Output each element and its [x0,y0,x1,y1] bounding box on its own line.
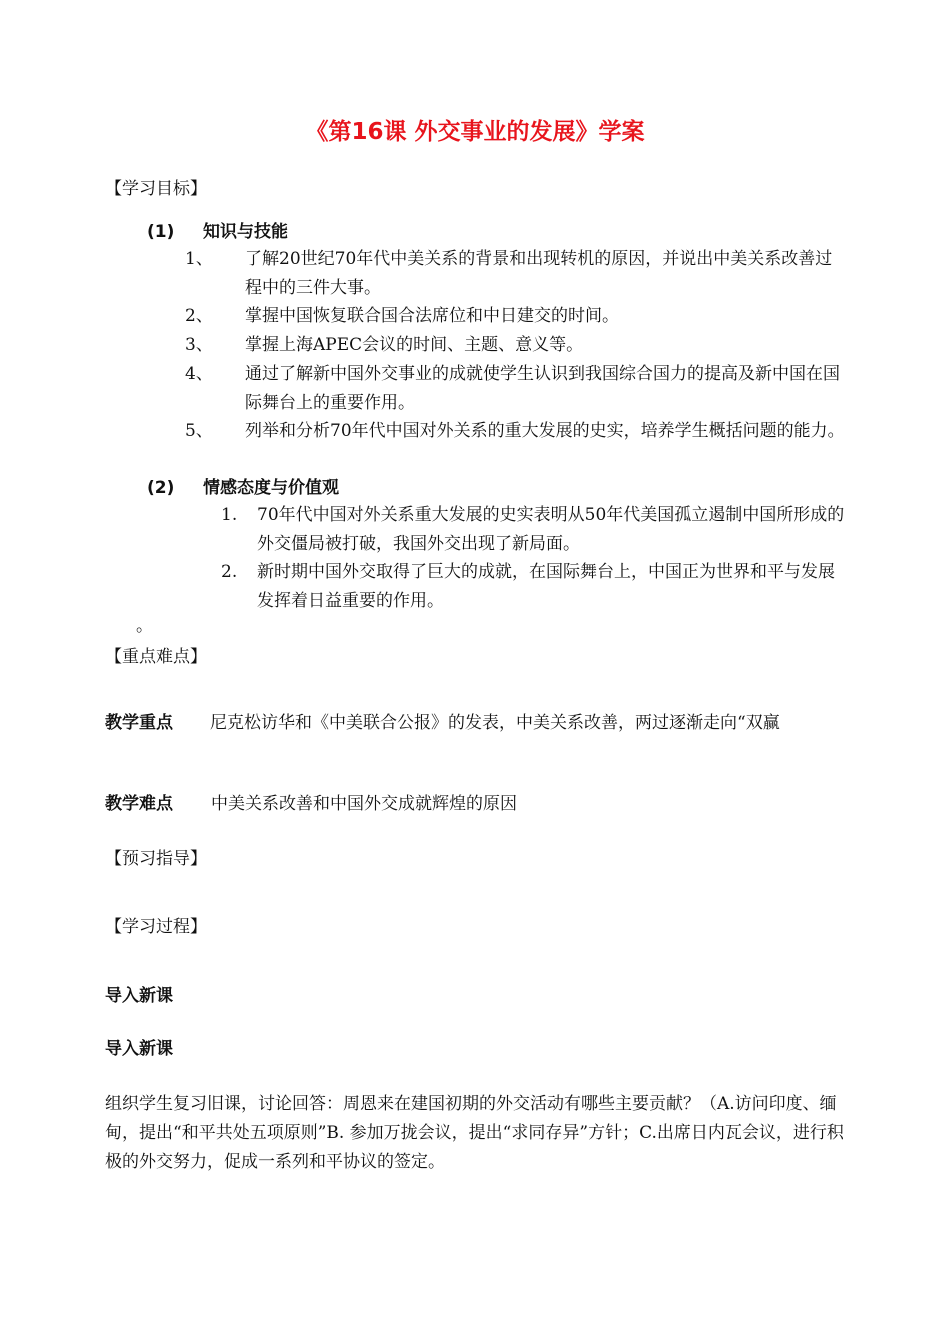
objectives-heading: 【学习目标】 [105,179,207,199]
part1-item-2-number: 2、 [185,306,213,326]
part1-item-1-text: 了解20世纪70年代中美关系的背景和出现转机的原因，并说出中美关系改善过程中的三件大事。 [245,249,833,298]
preview-heading: 【预习指导】 [105,849,207,869]
intro-heading-2: 导入新课 [105,1039,173,1059]
part2-item-2-number: 2. [221,562,238,582]
keypoints-heading: 【重点难点】 [105,647,207,667]
part2-item-2-text: 新时期中国外交取得了巨大的成就，在国际舞台上，中国正为世界和平与发展发挥着日益重要的作用。 [257,562,835,611]
part1-item-2-text: 掌握中国恢复联合国合法席位和中日建交的时间。 [245,306,619,326]
part2-item-1-text: 70年代中国对外关系重大发展的史实表明从50年代美国孤立遏制中国所形成的外交僵局被打破，我国外交出现了新局面。 [257,505,845,554]
part1-item-5-number: 5、 [185,421,213,441]
page-title: 《第16课 外交事业的发展》学案 [305,119,645,145]
focus-label: 教学重点 [105,713,173,733]
part1-item-3-text: 掌握上海APEC会议的时间、主题、意义等。 [245,335,584,355]
difficulty-text: 中美关系改善和中国外交成就辉煌的原因 [211,794,517,814]
part1-title: 知识与技能 [203,222,288,242]
part1-item-1-number: 1、 [185,249,213,269]
part2-item-1-number: 1. [221,505,238,525]
focus-text: 尼克松访华和《中美联合公报》的发表，中美关系改善，两过逐渐走向“双赢 [210,713,780,733]
part1-number: (1) [147,222,175,242]
part2-number: (2) [147,478,175,498]
part1-item-3-number: 3、 [185,335,213,355]
stray-mark: 。 [136,616,153,636]
intro-paragraph: 组织学生复习旧课，讨论回答：周恩来在建国初期的外交活动有哪些主要贡献？（A.访问印度、缅甸，提出“和平共处五项原则”B. 参加万拢会议，提出“求同存异”方针；C.出席日内瓦会议，进行积极的外交努力，促成一系列和平协议的签定。 [105,1094,844,1172]
part1-item-4-text: 通过了解新中国外交事业的成就使学生认识到我国综合国力的提高及新中国在国际舞台上的重要作用。 [245,364,840,413]
difficulty-label: 教学难点 [105,794,173,814]
part1-item-4-number: 4、 [185,364,213,384]
part1-item-5-text: 列举和分析70年代中国对外关系的重大发展的史实，培养学生概括问题的能力。 [245,421,845,441]
part2-title: 情感态度与价值观 [203,478,339,498]
process-heading: 【学习过程】 [105,917,207,937]
intro-heading-1: 导入新课 [105,986,173,1006]
